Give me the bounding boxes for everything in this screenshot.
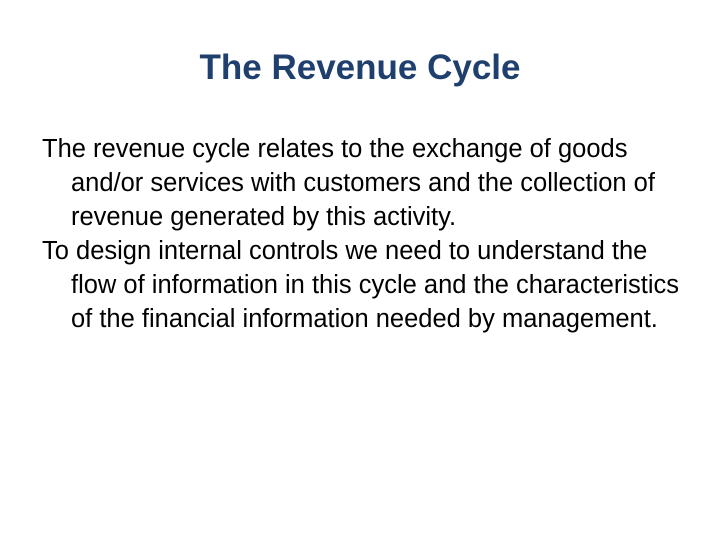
body-paragraph: The revenue cycle relates to the exchange of goods and/or services with customers and the collection of revenue generated by this activity.	[42, 135, 655, 231]
slide-body	[42, 132, 692, 336]
body-paragraph: To design internal controls we need to understand the flow of information in this cycle and the characteristics of the financial information needed by management.	[42, 237, 680, 333]
slide-title: The Revenue Cycle	[199, 48, 521, 87]
